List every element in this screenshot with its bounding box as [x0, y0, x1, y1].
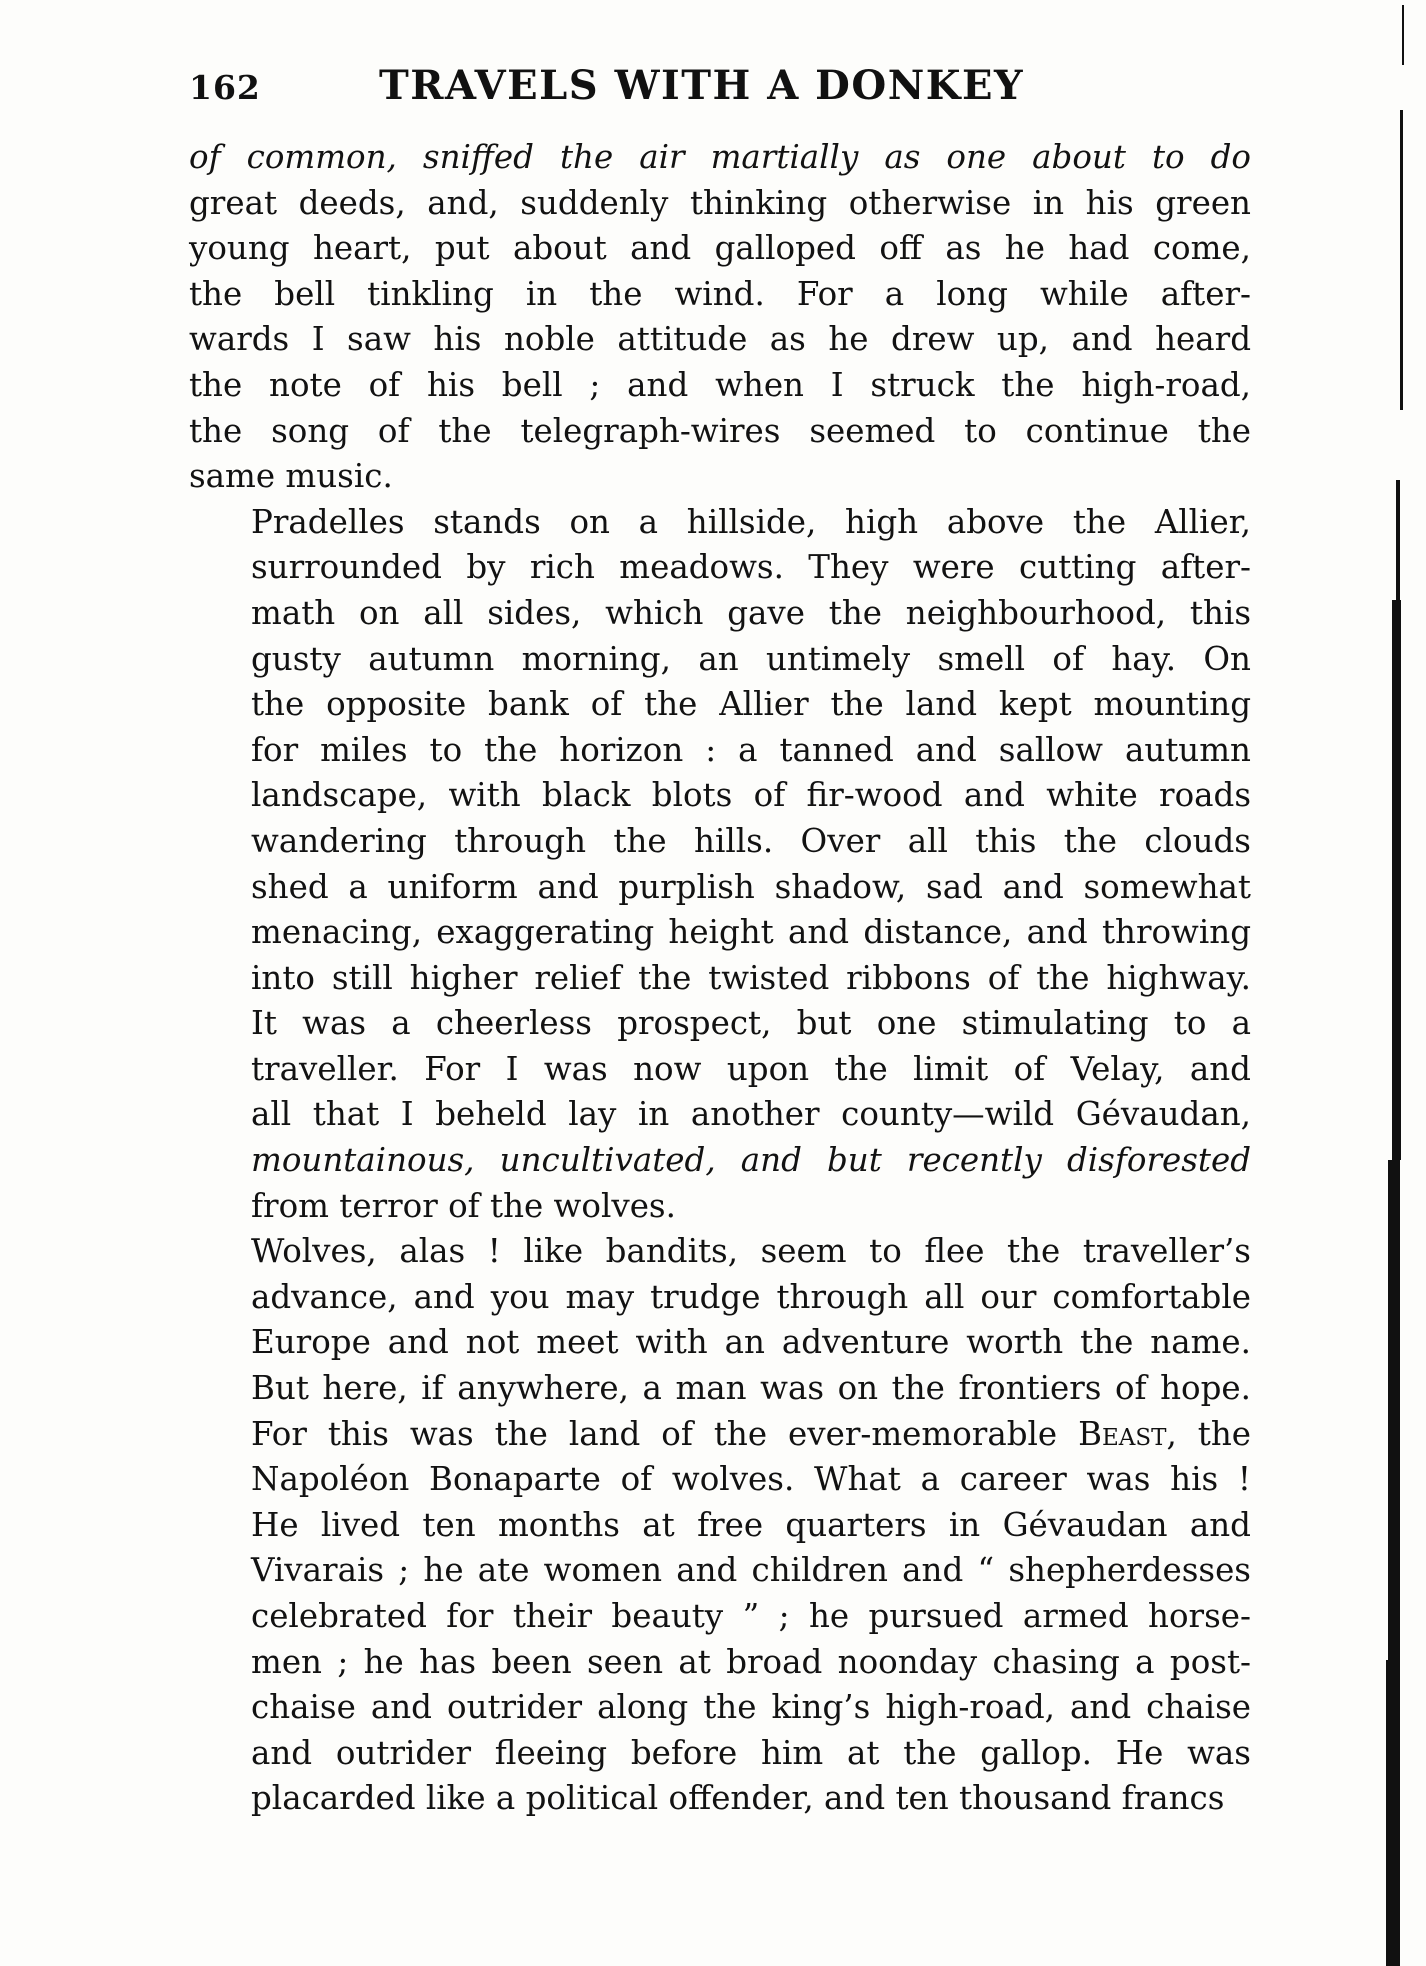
text-line: into still higher relief the twisted ribbons of the highway. — [251, 958, 1251, 997]
text-line: great deeds, and, suddenly thinking otherwise in his green — [189, 183, 1251, 222]
text-line: celebrated for their beauty ” ; he pursued armed horse- — [251, 1597, 1251, 1635]
binding-shadow — [1396, 480, 1400, 600]
text-line: Napoléon Bonaparte of wolves. What a career was his ! — [251, 1460, 1251, 1499]
text-line: chaise and outrider along the king’s high-road, and chaise — [251, 1688, 1251, 1727]
binding-shadow — [1400, 110, 1403, 410]
text-fragment: For this was the land of the ever-memorable — [251, 1414, 1079, 1453]
text-line: the bell tinkling in the wind. For a long while after- — [189, 274, 1251, 313]
text-line: gusty autumn morning, an untimely smell of hay. On — [251, 639, 1251, 678]
text-line: surrounded by rich meadows. They were cutting after- — [251, 548, 1251, 587]
text-line: for miles to the horizon : a tanned and sallow autumn — [251, 730, 1251, 769]
running-title: TRAVELS WITH A DONKEY — [379, 62, 1025, 109]
text-line: the note of his bell ; and when I struck the high-road, — [189, 365, 1251, 404]
text-fragment: , the — [1166, 1414, 1252, 1453]
paragraph-3 — [189, 1229, 1251, 1822]
text-line: of common, sniffed the air martially as one about to do — [189, 138, 1251, 176]
binding-shadow — [1388, 1160, 1400, 1660]
text-line: landscape, with black blots of fir-wood and white roads — [251, 776, 1251, 815]
text-line: traveller. For I was now upon the limit of Velay, and — [251, 1049, 1251, 1088]
text-line: men ; he has been seen at broad noonday chasing a post- — [251, 1642, 1251, 1681]
text-line: placarded like a political offender, and ten thousand francs — [251, 1779, 1225, 1818]
body-text — [189, 135, 1251, 1822]
text-line: same music. — [189, 457, 393, 496]
text-line: young heart, put about and galloped off as he had come, — [189, 229, 1251, 268]
text-line: mountainous, uncultivated, and but recently disforested — [251, 1141, 1251, 1180]
page-number: 162 — [189, 68, 261, 107]
text-line: advance, and you may trudge through all our comfortable — [251, 1277, 1251, 1316]
text-line: the opposite bank of the Allier the land kept mounting — [251, 685, 1251, 724]
text-line: Europe and not meet with an adventure worth the name. — [251, 1323, 1251, 1362]
text-line: wandering through the hills. Over all this the clouds — [251, 821, 1251, 860]
binding-edge — [1378, 0, 1426, 1966]
paragraph-2 — [189, 500, 1251, 1230]
text-line: wards I saw his noble attitude as he drew up, and heard — [189, 320, 1251, 359]
text-line: math on all sides, which gave the neighbourhood, this — [251, 593, 1251, 632]
beast-smallcaps: Beast — [1078, 1414, 1167, 1453]
text-line: and outrider fleeing before him at the gallop. He was — [251, 1733, 1251, 1772]
text-line — [189, 1412, 1251, 1458]
text-line: Wolves, alas ! like bandits, seem to flee the traveller’s — [251, 1232, 1251, 1271]
text-line: all that I beheld lay in another county—wild Gévaudan, — [251, 1095, 1251, 1134]
binding-shadow — [1392, 600, 1401, 1160]
paragraph-1 — [189, 135, 1251, 500]
text-line: menacing, exaggerating height and distance, and throwing — [251, 913, 1251, 952]
text-line: Pradelles stands on a hillside, high above the Allier, — [251, 502, 1251, 541]
running-header — [189, 62, 1251, 112]
text-line: He lived ten months at free quarters in Gévaudan and — [251, 1505, 1251, 1544]
text-line: from terror of the wolves. — [251, 1186, 676, 1225]
text-line: shed a uniform and purplish shadow, sad and somewhat — [251, 867, 1251, 906]
text-line: It was a cheerless prospect, but one stimulating to a — [251, 1004, 1251, 1043]
text-line: the song of the telegraph-wires seemed to continue the — [189, 411, 1251, 450]
text-line: But here, if anywhere, a man was on the frontiers of hope. — [251, 1369, 1251, 1408]
binding-shadow — [1386, 1660, 1400, 1966]
text-line: Vivarais ; he ate women and children and “ shepherdesses — [251, 1551, 1251, 1590]
binding-shadow — [1402, 5, 1404, 65]
